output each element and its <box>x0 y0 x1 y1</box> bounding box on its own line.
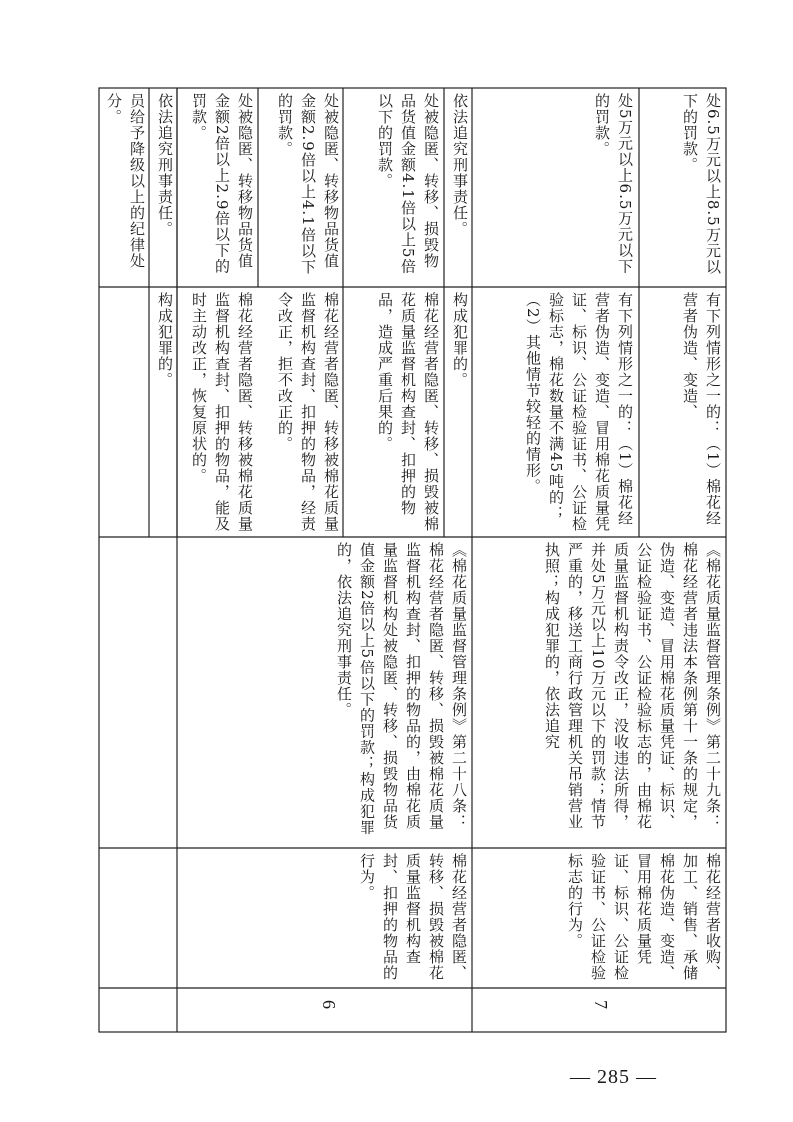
row7-number: 7 <box>591 1000 611 1009</box>
row7-standard-1: 处5万元以上6.5万元以下的罚款。 <box>593 93 634 275</box>
row6-legal-basis: 《棉花质量监督管理条例》第二十八条：棉花经营者隐匿、转移、损毁被棉花质量监督机构查封、扣押的物品的，由棉花质量监督机构处被隐匿、转移、损毁物品货值金额2倍以上5倍以下的罚款；构成犯罪的，依法追究刑事责任。 <box>335 542 468 836</box>
row6-circumstance-3: 棉花经营者隐匿、转移、损毁被棉花质量监督机构查封、扣押的物品，造成严重后果的。 <box>376 292 440 532</box>
row6-circumstance-2: 棉花经营者隐匿、转移被棉花质量监督机构查封、扣押的物品，经责令改正，拒不改正的。 <box>276 292 340 532</box>
row6-violation: 棉花经营者隐匿、转移、损毁被棉花质量监督机构查封、扣押的物品的行为。 <box>358 853 468 981</box>
row6-number: 6 <box>319 1000 339 1009</box>
row6-carryover-circumstance: 构成犯罪的。 <box>156 292 174 388</box>
row7-circumstance-2: 有下列情形之一的：（1）棉花经营者伪造、变造、 <box>681 292 722 527</box>
row7-violation: 棉花经营者收购、加工、销售、承储棉花伪造、变造、冒用棉花质量凭证、标识、公证检验证书、公证检验标志的行为。 <box>566 853 722 981</box>
row6-standard-4: 依法追究刑事责任。 <box>451 93 469 237</box>
row6-standard-2: 处被隐匿、转移物品货值金额2.9倍以上4.1倍以下的罚款。 <box>276 93 340 275</box>
row6-circumstance-4: 构成犯罪的。 <box>451 292 469 388</box>
row6-circumstance-1: 棉花经营者隐匿、转移被棉花质量监督机构查封、扣押的物品，能及时主动改正，恢复原状的。 <box>190 292 254 532</box>
row6-standard-1: 处被隐匿、转移物品货值金额2倍以上2.9倍以下的罚款。 <box>190 93 254 275</box>
row6-standard-3: 处被隐匿、转移、损毁物品货值金额4.1倍以上5倍以下的罚款。 <box>376 93 440 275</box>
row7-standard-2: 处6.5万元以上8.5万元以下的罚款。 <box>681 93 722 275</box>
row7-legal-basis: 《棉花质量监督管理条例》第二十九条：棉花经营者违法本条例第十一条的规定，伪造、变造、冒用棉花质量凭证、标识、公证检验证书、公证检验标志的，由棉花质量监督机构责令改正，没收违法所得，并处5万元以上10万元以下的罚款；情节严重的，移送工商行政管理机关吊销营业执照；构成犯罪的，依法追究 <box>543 542 722 830</box>
row6-carryover-standard-a: 员给予降级以上的纪律处分。 <box>105 93 146 269</box>
row7-circumstance-1: 有下列情形之一的：（1）棉花经营者伪造、变造、冒用棉花质量凭证、标识、公证检验证书、公证检验标志，棉花数量不满45吨的；（2）其他情节较轻的情形。 <box>524 292 634 532</box>
row6-carryover-standard-b: 依法追究刑事责任。 <box>156 93 174 237</box>
page-number: — 285 — <box>570 1066 657 1088</box>
